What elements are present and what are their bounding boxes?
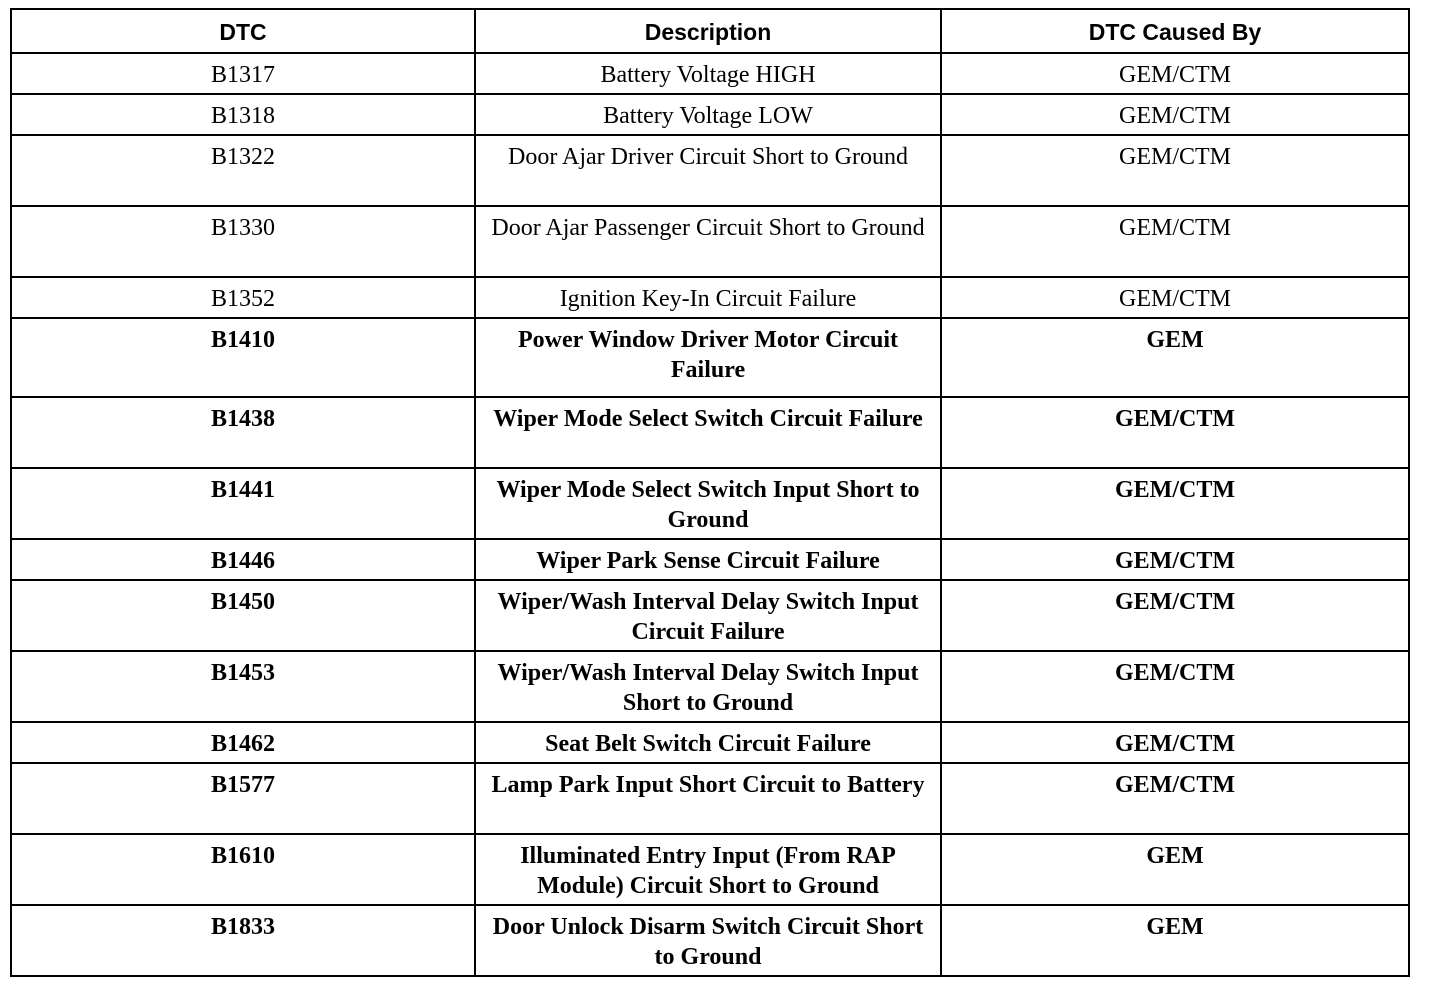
dtc-code: B1446 <box>11 539 475 580</box>
table-row <box>11 763 1409 834</box>
dtc-description: Door Ajar Passenger Circuit Short to Ground <box>475 206 941 277</box>
dtc-caused-by: GEM <box>941 905 1409 976</box>
table-row <box>11 318 1409 397</box>
table-row <box>11 53 1409 94</box>
dtc-code: B1577 <box>11 763 475 834</box>
dtc-description: Wiper Mode Select Switch Circuit Failure <box>475 397 941 468</box>
table-row <box>11 206 1409 277</box>
dtc-caused-by: GEM/CTM <box>941 277 1409 318</box>
dtc-caused-by: GEM <box>941 834 1409 905</box>
dtc-code: B1441 <box>11 468 475 539</box>
dtc-description: Wiper Park Sense Circuit Failure <box>475 539 941 580</box>
header-row <box>11 9 1409 53</box>
table-row <box>11 468 1409 539</box>
table-row <box>11 905 1409 976</box>
table-row <box>11 539 1409 580</box>
dtc-code: B1438 <box>11 397 475 468</box>
dtc-code: B1410 <box>11 318 475 397</box>
dtc-description: Wiper/Wash Interval Delay Switch Input Short to Ground <box>475 651 941 722</box>
dtc-description: Wiper Mode Select Switch Input Short to Ground <box>475 468 941 539</box>
dtc-caused-by: GEM/CTM <box>941 580 1409 651</box>
table-row <box>11 397 1409 468</box>
dtc-description: Seat Belt Switch Circuit Failure <box>475 722 941 763</box>
dtc-caused-by: GEM/CTM <box>941 135 1409 206</box>
dtc-code: B1352 <box>11 277 475 318</box>
dtc-caused-by: GEM/CTM <box>941 651 1409 722</box>
dtc-description: Battery Voltage LOW <box>475 94 941 135</box>
dtc-code: B1317 <box>11 53 475 94</box>
dtc-table <box>10 8 1410 977</box>
dtc-code: B1462 <box>11 722 475 763</box>
header-description: Description <box>475 9 941 53</box>
dtc-description: Illuminated Entry Input (From RAP Module) Circuit Short to Ground <box>475 834 941 905</box>
dtc-description: Door Ajar Driver Circuit Short to Ground <box>475 135 941 206</box>
dtc-description: Door Unlock Disarm Switch Circuit Short to Ground <box>475 905 941 976</box>
header-dtc: DTC <box>11 9 475 53</box>
dtc-caused-by: GEM/CTM <box>941 722 1409 763</box>
table-row <box>11 834 1409 905</box>
table-row <box>11 277 1409 318</box>
dtc-code: B1833 <box>11 905 475 976</box>
dtc-caused-by: GEM <box>941 318 1409 397</box>
dtc-caused-by: GEM/CTM <box>941 763 1409 834</box>
dtc-description: Battery Voltage HIGH <box>475 53 941 94</box>
dtc-caused-by: GEM/CTM <box>941 397 1409 468</box>
dtc-description: Ignition Key-In Circuit Failure <box>475 277 941 318</box>
dtc-description: Wiper/Wash Interval Delay Switch Input Circuit Failure <box>475 580 941 651</box>
dtc-description: Power Window Driver Motor Circuit Failure <box>475 318 941 397</box>
dtc-code: B1318 <box>11 94 475 135</box>
dtc-caused-by: GEM/CTM <box>941 94 1409 135</box>
table-row <box>11 94 1409 135</box>
dtc-code: B1610 <box>11 834 475 905</box>
table-row <box>11 580 1409 651</box>
dtc-caused-by: GEM/CTM <box>941 53 1409 94</box>
header-caused-by: DTC Caused By <box>941 9 1409 53</box>
dtc-caused-by: GEM/CTM <box>941 539 1409 580</box>
table-row <box>11 722 1409 763</box>
dtc-caused-by: GEM/CTM <box>941 206 1409 277</box>
dtc-description: Lamp Park Input Short Circuit to Battery <box>475 763 941 834</box>
dtc-code: B1453 <box>11 651 475 722</box>
table-row <box>11 651 1409 722</box>
table-row <box>11 135 1409 206</box>
dtc-code: B1330 <box>11 206 475 277</box>
dtc-code: B1322 <box>11 135 475 206</box>
dtc-caused-by: GEM/CTM <box>941 468 1409 539</box>
dtc-code: B1450 <box>11 580 475 651</box>
